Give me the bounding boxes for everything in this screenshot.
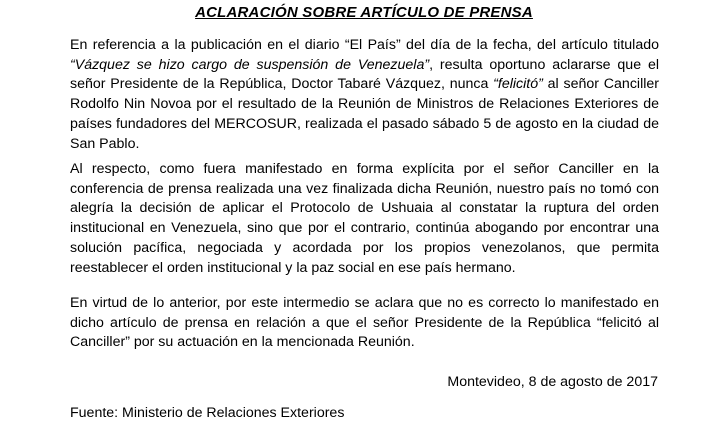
- paragraph-2: Al respecto, como fuera manifestado en forma explícita por el señor Canciller en la conferencia de prensa realizada una vez finalizada dicha Reunión, nuestro país no tomó con alegría la decisión de aplicar el Protocolo de Ushuaia al constatar la ruptura del orden institucional en Venezuela, sino que por el contrario, continúa abogando por encontrar una solución pacífica, negociada y acordada por los propios venezolanos, que permita reestablecer el orden institucional y la paz social en ese país hermano.: [70, 161, 659, 276]
- paragraph-1: [70, 36, 659, 154]
- place-and-date: Montevideo, 8 de agosto de 2017: [447, 374, 658, 390]
- paragraph-3: En virtud de lo anterior, por este intermedio se aclara que no es correcto lo manifestado en dicho artículo de prensa en relación a que el señor Presidente de la República “felicitó al Canciller” por su actuación en la mencionada Reunión.: [70, 295, 659, 351]
- paragraph-1-text-c: al señor Canciller Rodolfo Nin Novoa por el resultado de la Reunión de Ministros de Relaciones Exteriores de países fundadores del MERCOSUR, realizada el pasado sábado 5 de agosto en la ciudad de San Pablo.: [70, 76, 659, 152]
- document-title: ACLARACIÓN SOBRE ARTÍCULO DE PRENSA: [195, 4, 533, 21]
- article-title-quote: “Vázquez se hizo cargo de suspensión de Venezuela”: [70, 56, 430, 73]
- paragraph-1-text-a: En referencia a la publicación en el diario “El País” del día de la fecha, del artículo titulado: [70, 37, 659, 53]
- source-line: Fuente: Ministerio de Relaciones Exteriores: [70, 405, 345, 421]
- felicito-quote: “felicitó”: [493, 76, 543, 93]
- paragraph-1-text-b: , resulta oportuno aclararse que el señor Presidente de la República, Doctor Tabaré Vázquez, nunca: [70, 56, 659, 93]
